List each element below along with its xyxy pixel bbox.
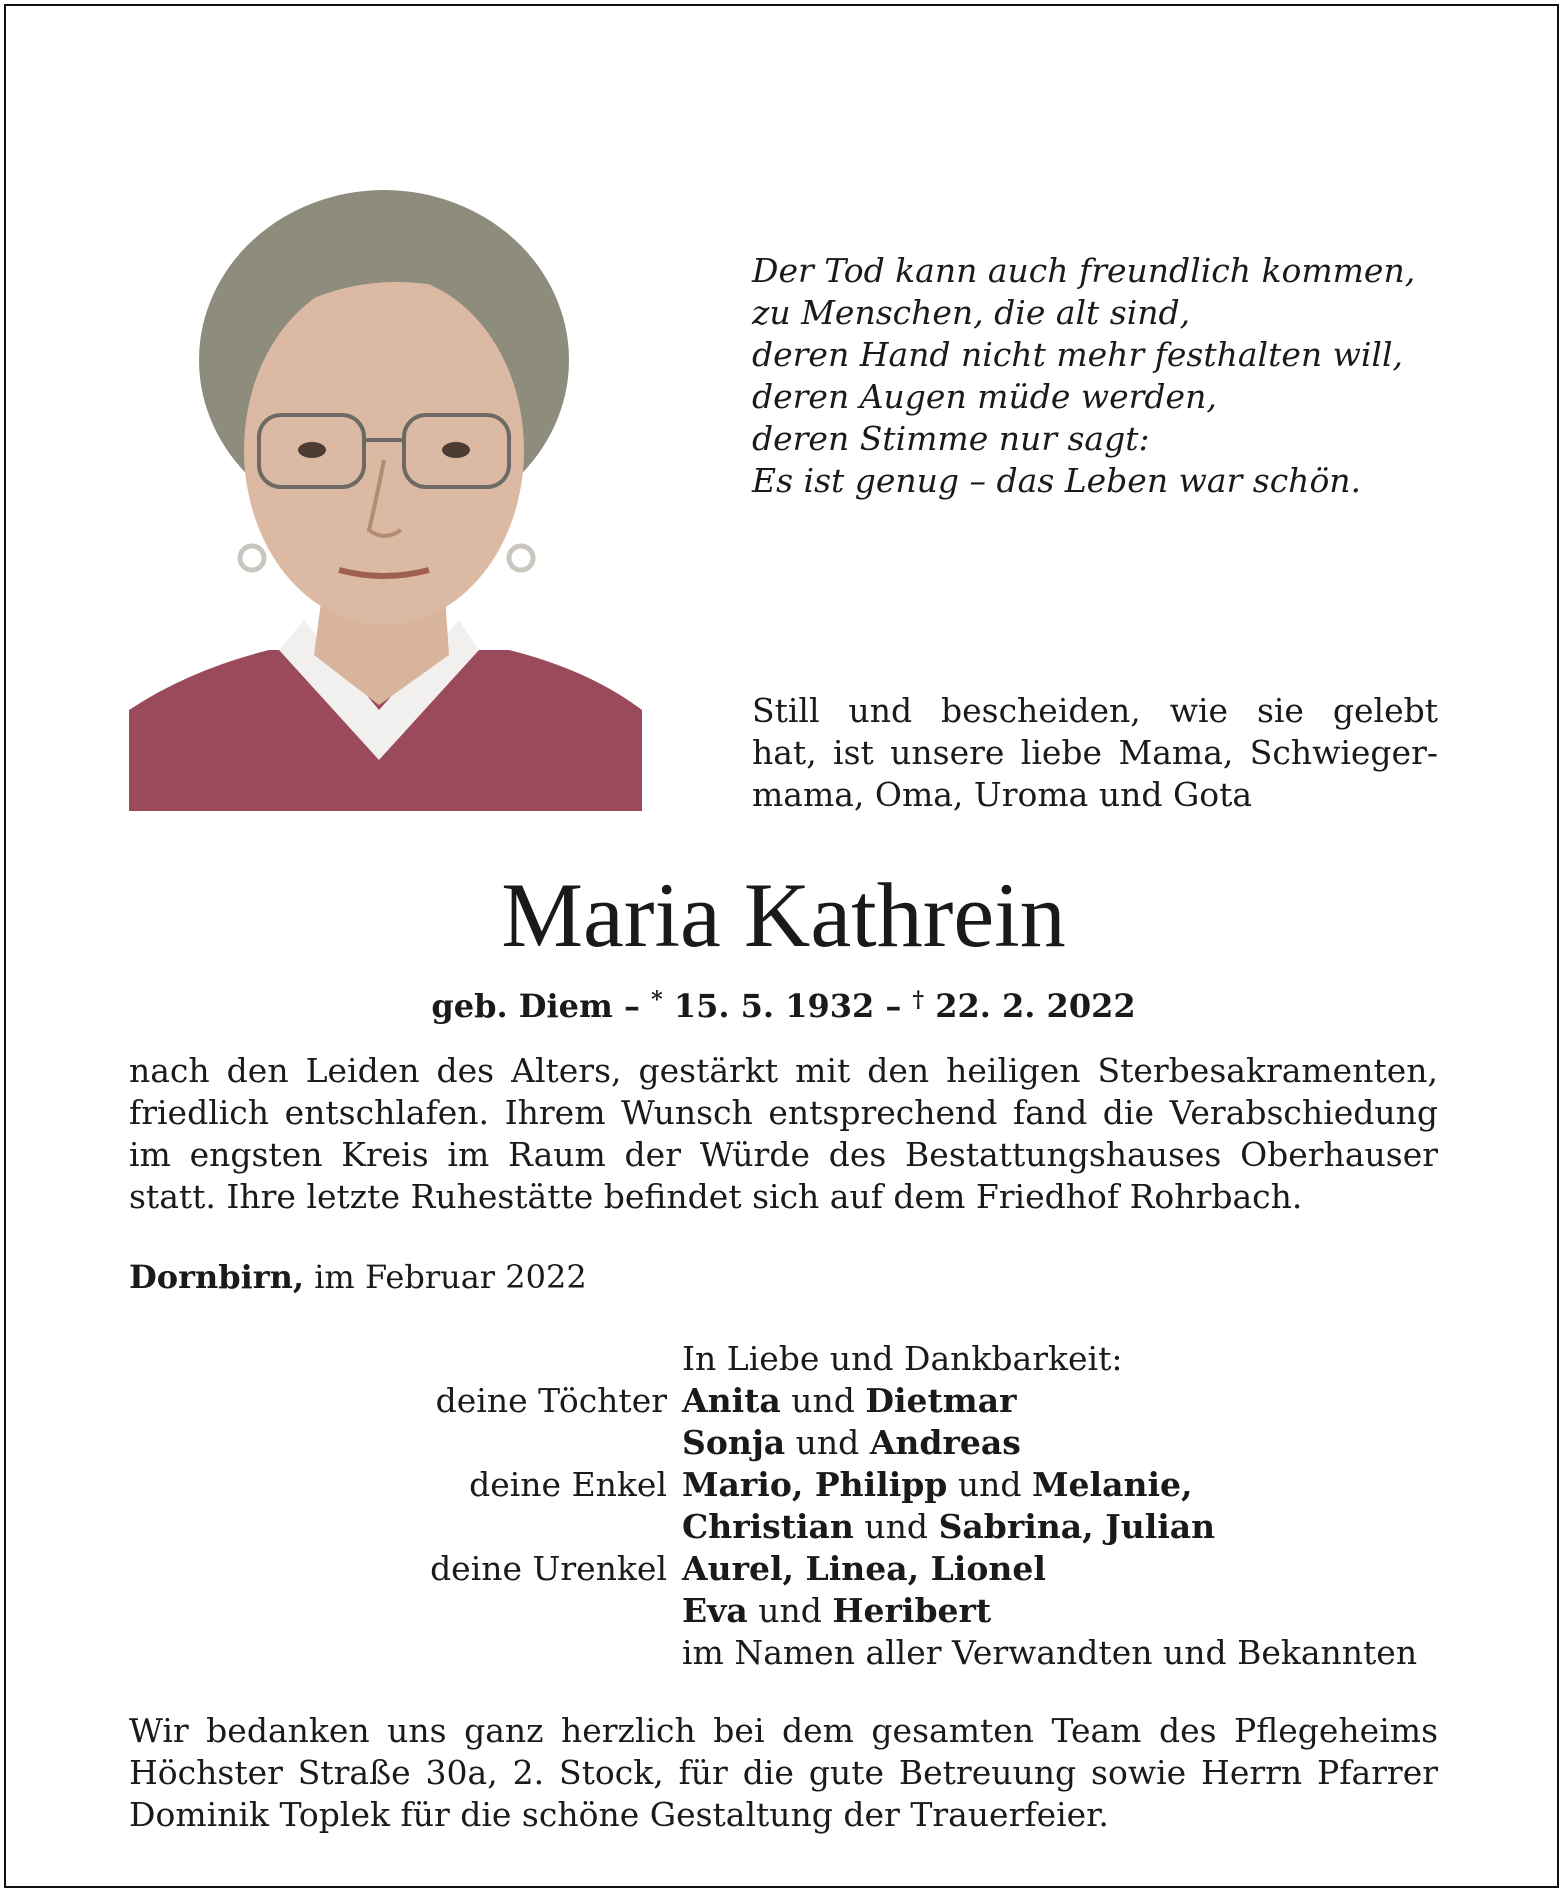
family-row — [129, 1422, 1438, 1464]
daughters-label: deine Töchter — [435, 1381, 667, 1420]
poem-line: deren Hand nicht mehr festhalten will, — [752, 335, 1404, 374]
body-line: friedlich entschlafen. Ihrem Wunsch entsprechend fand die Verabschiedung — [129, 1093, 1438, 1132]
family-name: Aurel, Linea, Lionel — [682, 1549, 1046, 1588]
place-city: Dornbirn, — [129, 1258, 305, 1296]
family-row — [129, 1506, 1438, 1548]
family-name: Andreas — [869, 1423, 1021, 1462]
thanks-line: Wir bedanken uns ganz herzlich bei dem gesamten Team des Pflegeheims — [129, 1711, 1438, 1750]
family-heading-row — [129, 1338, 1438, 1380]
intro-text — [752, 690, 1438, 816]
thanks-text — [129, 1710, 1438, 1836]
memorial-poem — [752, 250, 1472, 502]
place-date — [129, 1257, 587, 1297]
and-word: und — [864, 1507, 929, 1546]
family-row — [129, 1548, 1438, 1590]
and-word: und — [957, 1465, 1022, 1504]
family-name: Christian — [682, 1507, 854, 1546]
family-row — [129, 1632, 1438, 1674]
family-row — [129, 1380, 1438, 1422]
thanks-line: Höchster Straße 30a, 2. Stock, für die gute Betreuung sowie Herrn Pfarrer — [129, 1753, 1438, 1792]
family-name: Sabrina, Julian — [938, 1507, 1216, 1546]
intro-line: mama, Oma, Uroma und Gota — [752, 775, 1253, 814]
life-dates — [0, 980, 1567, 1026]
family-heading: In Liebe und Dankbarkeit: — [682, 1339, 1123, 1378]
and-word: und — [795, 1423, 860, 1462]
death-symbol: † — [912, 987, 925, 1013]
family-name: Sonja — [682, 1423, 786, 1462]
great-grandchildren-label: deine Urenkel — [430, 1549, 667, 1588]
thanks-line: Dominik Toplek für die schöne Gestaltung der Trauerfeier. — [129, 1795, 1109, 1834]
intro-line: hat, ist unsere liebe Mama, Schwieger- — [752, 733, 1438, 772]
obituary-body — [129, 1050, 1438, 1218]
family-row — [129, 1464, 1438, 1506]
body-line: im engsten Kreis im Raum der Würde des Bestattungshauses Oberhauser — [129, 1135, 1438, 1174]
death-date: 22. 2. 2022 — [935, 987, 1136, 1025]
grandchildren-label: deine Enkel — [469, 1465, 667, 1504]
poem-line: Es ist genug – das Leben war schön. — [752, 461, 1362, 500]
poem-line: zu Menschen, die alt sind, — [752, 293, 1191, 332]
family-name: Melanie, — [1032, 1465, 1193, 1504]
poem-line: deren Stimme nur sagt: — [752, 419, 1150, 458]
family-name: Dietmar — [865, 1381, 1017, 1420]
family-name: Mario, Philipp — [682, 1465, 948, 1504]
family-name: Eva — [682, 1591, 748, 1630]
family-list — [129, 1338, 1438, 1674]
intro-line: Still und bescheiden, wie sie gelebt — [752, 691, 1438, 730]
place-month: im Februar 2022 — [314, 1258, 587, 1296]
birth-name: geb. Diem – — [431, 987, 641, 1025]
poem-line: deren Augen müde werden, — [752, 377, 1217, 416]
and-word: und — [758, 1591, 822, 1630]
birth-symbol: * — [651, 987, 663, 1013]
body-line: statt. Ihre letzte Ruhestätte befindet sich auf dem Friedhof Rohrbach. — [129, 1177, 1303, 1216]
birth-date: 15. 5. 1932 – — [673, 987, 902, 1025]
body-line: nach den Leiden des Alters, gestärkt mit den heiligen Sterbesakramenten, — [129, 1051, 1438, 1090]
deceased-name: Maria Kathrein — [501, 864, 1066, 966]
portrait-photo — [129, 150, 642, 811]
family-row — [129, 1590, 1438, 1632]
family-closing: im Namen aller Verwandten und Bekannten — [682, 1633, 1418, 1672]
family-name: Heribert — [832, 1591, 992, 1630]
and-word: und — [791, 1381, 855, 1420]
family-name: Anita — [682, 1381, 781, 1420]
poem-line: Der Tod kann auch freundlich kommen, — [752, 251, 1416, 290]
